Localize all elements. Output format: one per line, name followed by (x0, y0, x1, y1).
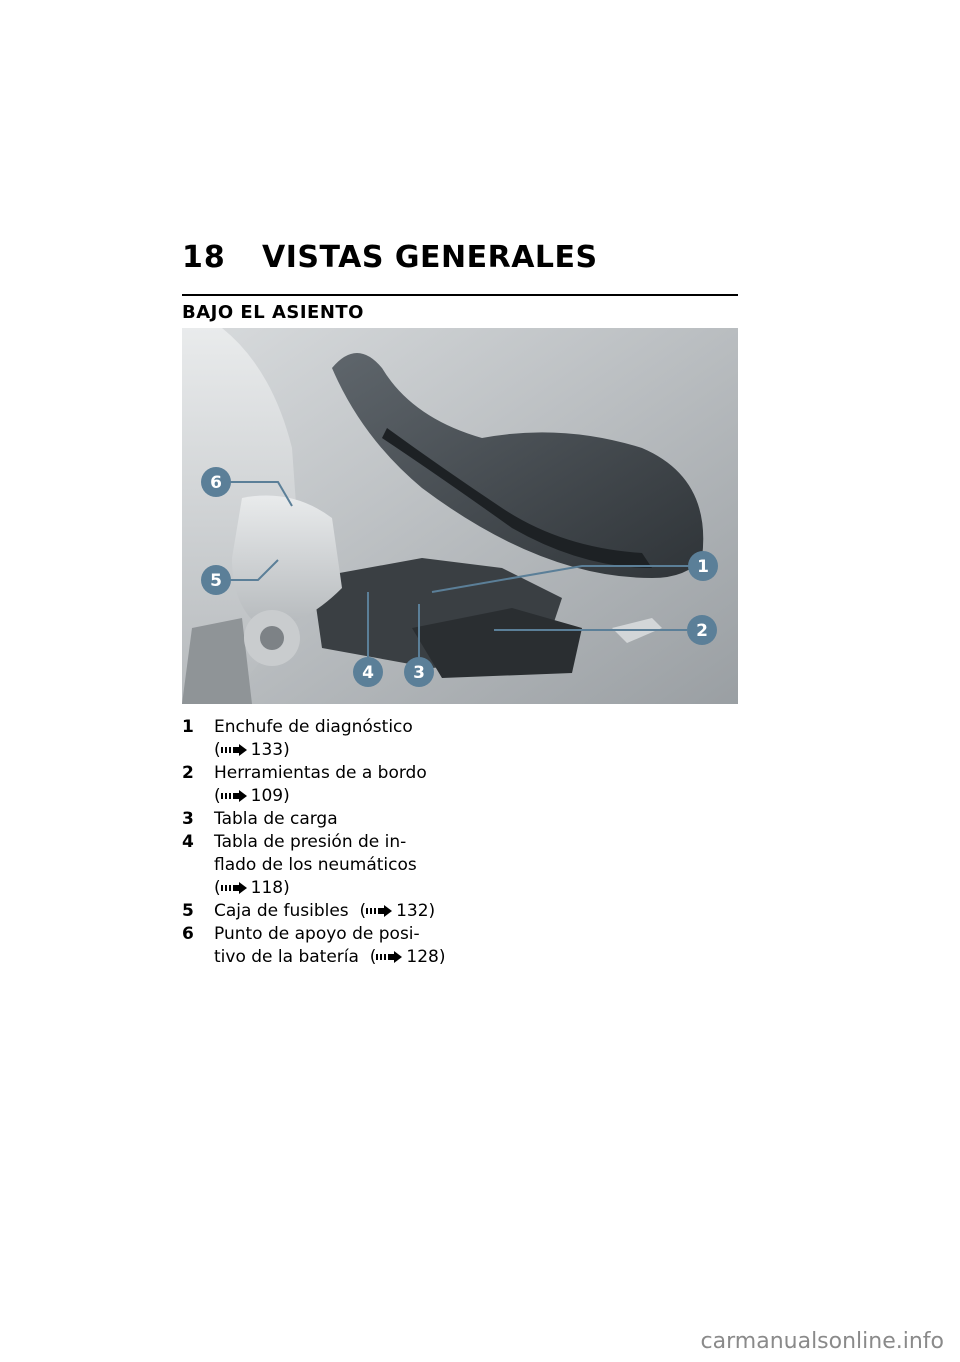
svg-text:6: 6 (210, 473, 222, 493)
legend-number: 5 (182, 901, 194, 921)
legend-item (182, 762, 482, 808)
legend-item (182, 831, 482, 900)
under-seat-photo (182, 328, 738, 704)
legend-number: 4 (182, 832, 194, 852)
legend-text: Enchufe de diagnóstico (214, 717, 413, 737)
legend-text: Tabla de carga (214, 809, 338, 829)
page-number: 18 (182, 240, 226, 275)
legend-item (182, 808, 482, 831)
legend-text: Punto de apoyo de posi- (214, 924, 420, 944)
legend-number: 3 (182, 809, 194, 829)
legend-number: 6 (182, 924, 194, 944)
legend-text: Caja de fusibles ( 132) (214, 901, 436, 921)
page-ref-arrow-icon (366, 905, 392, 917)
page-reference[interactable]: ( 128) (369, 947, 446, 967)
section-title: BAJO EL ASIENTO (182, 302, 364, 323)
watermark: carmanualsonline.info (700, 1329, 944, 1354)
svg-text:5: 5 (210, 571, 222, 591)
page-reference[interactable]: ( 118) (214, 878, 290, 898)
legend-item (182, 923, 482, 969)
chapter-title: VISTAS GENERALES (262, 240, 598, 275)
page-ref-arrow-icon (221, 744, 247, 756)
legend-list (182, 716, 482, 969)
svg-text:4: 4 (362, 663, 374, 683)
legend-text: flado de los neumáticos (214, 855, 417, 875)
legend-item (182, 900, 482, 923)
header-rule (182, 294, 738, 296)
page-reference[interactable]: ( 133) (214, 740, 290, 760)
page-ref-arrow-icon (221, 790, 247, 802)
page-ref-arrow-icon (376, 951, 402, 963)
motorcycle-illustration (182, 328, 738, 704)
legend-item (182, 716, 482, 762)
svg-text:1: 1 (697, 557, 709, 577)
legend-text: Tabla de presión de in- (214, 832, 407, 852)
page-reference[interactable]: ( 132) (359, 901, 436, 921)
legend-text: Herramientas de a bordo (214, 763, 427, 783)
page-header (182, 240, 738, 280)
page-reference[interactable]: ( 109) (214, 786, 290, 806)
page-ref-arrow-icon (221, 882, 247, 894)
svg-text:2: 2 (696, 621, 708, 641)
legend-number: 2 (182, 763, 194, 783)
svg-text:3: 3 (413, 663, 425, 683)
legend-number: 1 (182, 717, 194, 737)
legend-text: tivo de la batería ( 128) (214, 947, 446, 967)
